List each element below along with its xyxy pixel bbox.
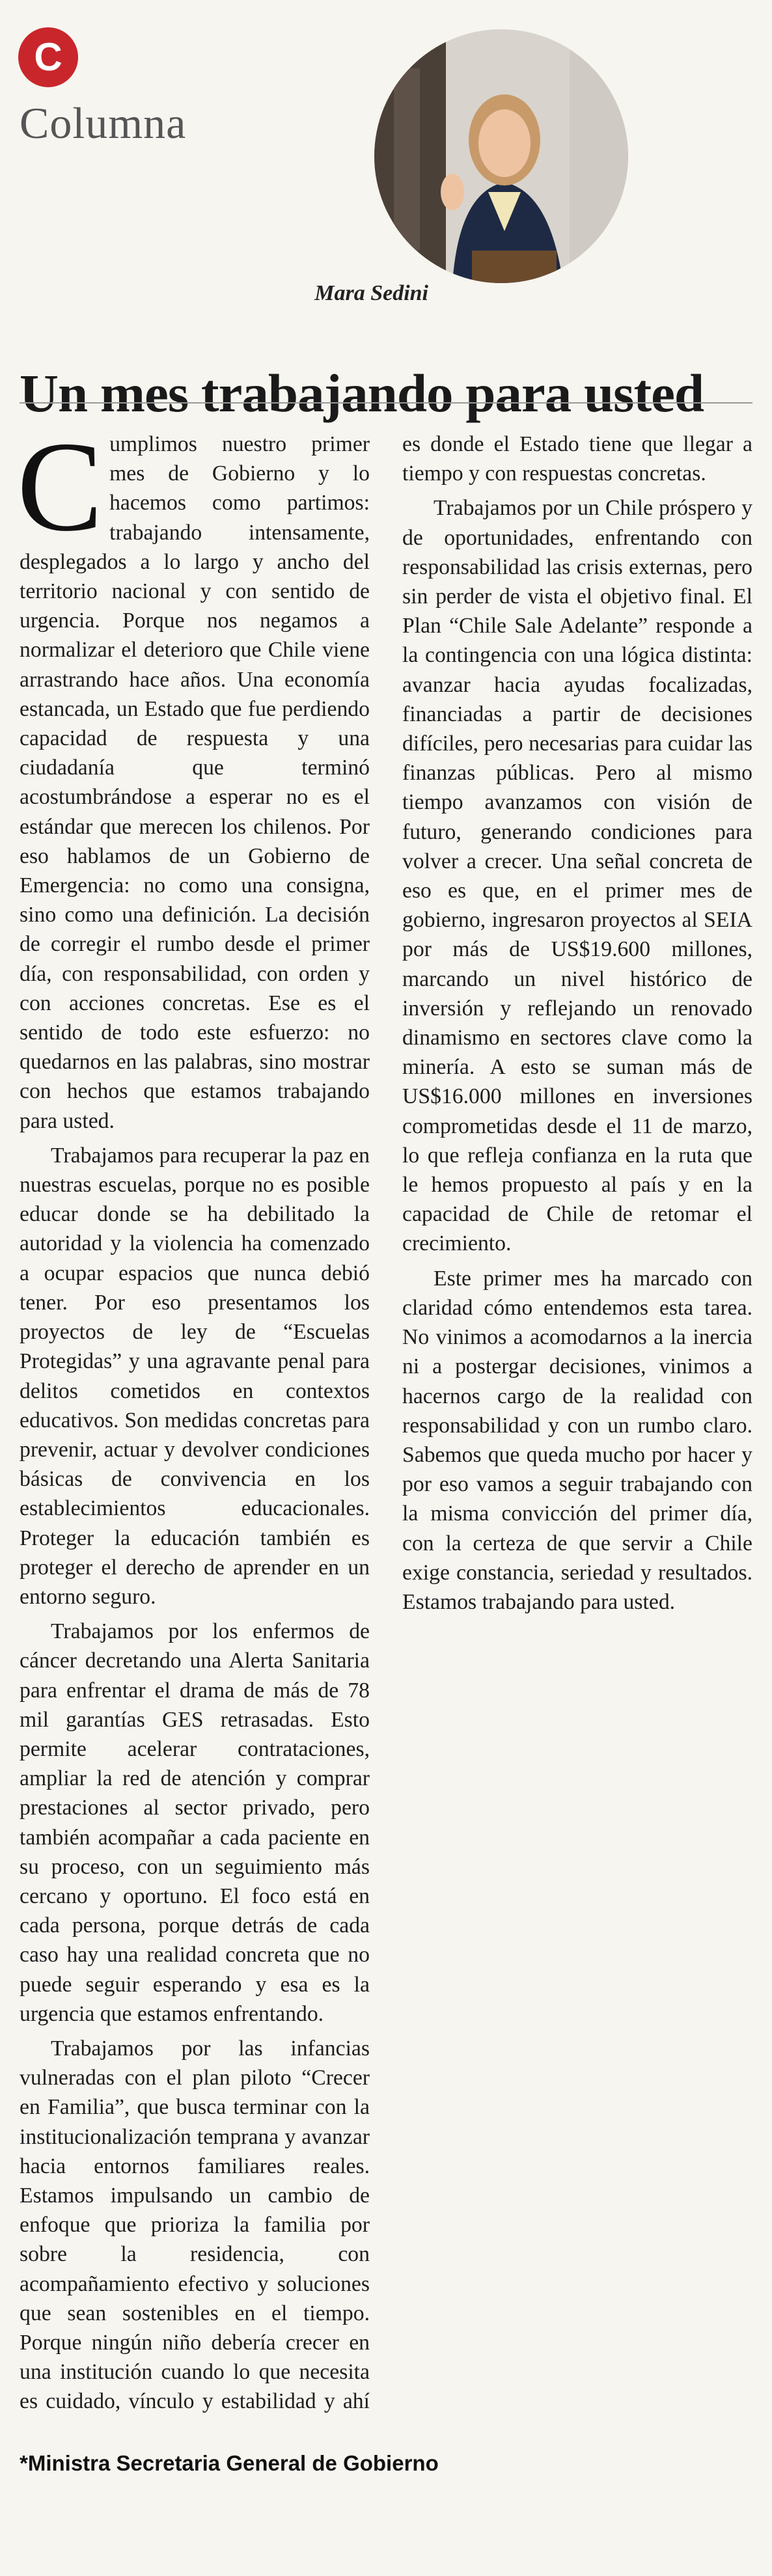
article-paragraph: Trabajamos por los enfermos de cáncer decretando una Alerta Sanitaria para enfrentar el drama de más de 78 mil garantías GES retrasadas. Esto permite acelerar contrataciones, ampliar la red de atención y comprar prestaciones al sector privado, pero también acompañar a cada paciente en su proceso, con un seguimiento más cercano y oportuno. El foco está en cada persona, porque detrás de cada caso hay una realidad concreta que no puede seguir esperando y esa es la urgencia que estamos enfrentando. <box>20 1619 370 2026</box>
article-paragraph: Este primer mes ha marcado con claridad cómo entendemos esta tarea. No vinimos a acomodarnos a la inercia ni a postergar decisiones, vinimos a hacernos cargo de la realidad con responsabilidad y con un rumbo claro. Sabemos que queda mucho por hacer y por eso vamos a seguir trabajando con la misma convicción del primer día, con la certeza de que servir a Chile exige constancia, seriedad y resultados. Estamos trabajando para usted. <box>402 1266 752 1614</box>
article-paragraph: Trabajamos por las infancias vulneradas con el plan piloto “Crecer en Familia”, que busca terminar con la institucionalización temprana y avanzar hacia entornos familiares reales. Estamos impulsando un cambio de enfoque que prioriza la familia por sobre la residencia, con acompañamiento efectivo y soluciones que sean sostenibles en el tiempo. Porque ningún niño debería crecer en una institución cuando lo que necesita es cuidado, vínculo y estabilidad y ahí es donde el Estado tiene que llegar a tiempo y con respuestas concretas. <box>20 432 752 2414</box>
section-label: Columna <box>20 98 187 148</box>
paragraph-text: umplimos nuestro primer mes de Gobierno y lo hacemos como partimos: trabajando intensamente, desplegados a lo largo y ancho del territorio nacional y con sentido de urgencia. Porque nos negamos a normalizar el deterioro que Chile viene arrastrando hace años. Una economía estancada, un Estado que fue perdiendo capacidad de respuesta y una ciudadanía que terminó acostumbrándose a esperar no es el estándar que merecen los chilenos. Por eso hablamos de un Gobierno de Emergencia: no como una consigna, sino como una definición. La decisión de corregir el rumbo desde el primer día, con responsabilidad, con orden y con acciones concretas. Ese es el sentido de todo este esfuerzo: no quedarnos en las palabras, sino mostrar con hechos que estamos trabajando para usted. <box>20 432 370 1133</box>
article-paragraph <box>17 415 370 1136</box>
author-portrait-photo <box>374 29 628 283</box>
article-body <box>17 415 752 2441</box>
dropcap: C <box>17 415 103 558</box>
section-badge: C <box>18 27 78 87</box>
article-paragraph: Trabajamos por un Chile próspero y de oportunidades, enfrentando con responsabilidad las crisis externas, pero sin perder de vista el objetivo final. El Plan “Chile Sale Adelante” responde a la contingencia con una lógica distinta: avanzar hacia ayudas focalizadas, financiadas a partir de decisiones difíciles, pero necesarias para cuidar las finanzas públicas. Pero al mismo tiempo avanzamos con visión de futuro, generando condiciones para volver a crecer. Una señal concreta de eso es que, en el primer mes de gobierno, ingresaron proyectos al SEIA por más de US$19.600 millones, marcando un nivel histórico de inversión y reflejando un renovado dinamismo en sectores clave como la minería. A esto se suman más de US$16.000 millones en inversiones comprometidas desde el 11 de marzo, lo que refleja confianza en la ruta que le hemos propuesto al país y en la capacidad de Chile de retomar el crecimiento. <box>402 496 752 1256</box>
title-rule <box>20 402 752 404</box>
article-title: Un mes trabajando para usted <box>20 363 704 423</box>
article-paragraph: Trabajamos para recuperar la paz en nuestras escuelas, porque no es posible educar donde se ha debilitado la autoridad y la violencia ha comenzado a ocupar espacios que nunca debió tener. Por eso presentamos los proyectos de ley de “Escuelas Protegidas” y una agravante penal para delitos cometidos en contextos educativos. Son medidas concretas para prevenir, actuar y devolver condiciones básicas de convivencia en los establecimientos educacionales. Proteger la educación también es proteger el derecho de aprender en un entorno seguro. <box>20 1143 370 1609</box>
author-footnote: *Ministra Secretaria General de Gobierno <box>20 2451 439 2475</box>
author-name: Mara Sedini <box>314 281 428 305</box>
